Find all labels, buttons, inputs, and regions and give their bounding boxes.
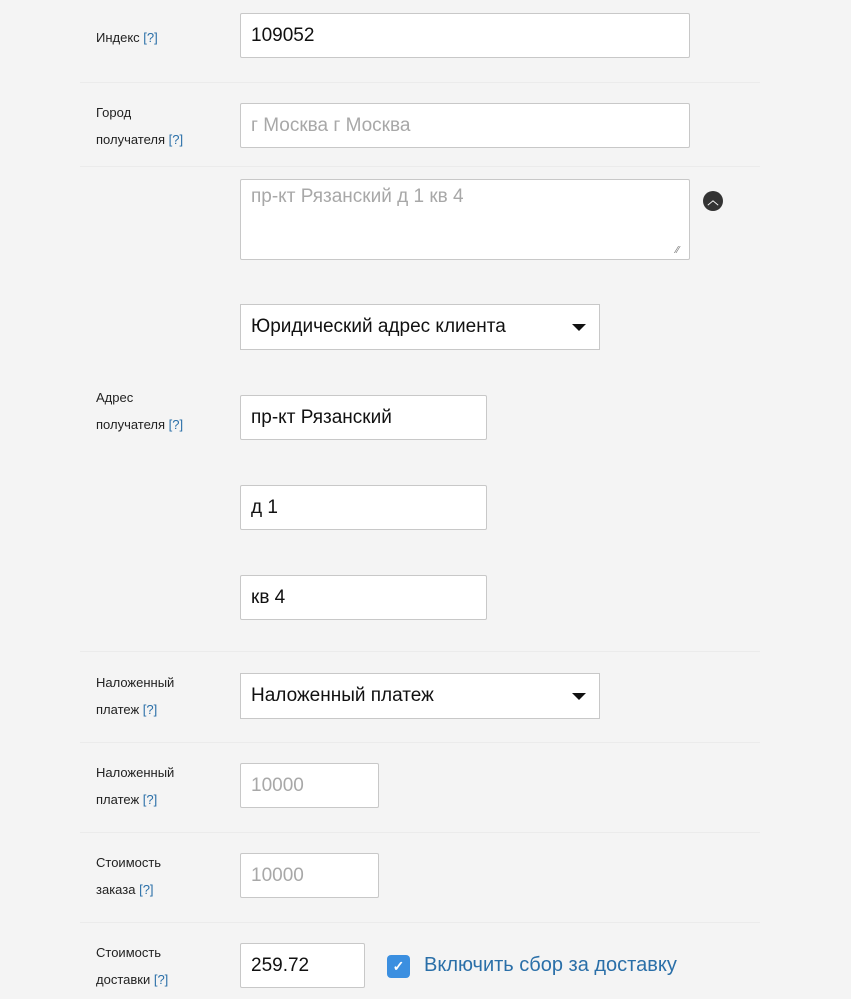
street-input[interactable]: пр-кт Рязанский: [240, 395, 487, 440]
address-type-select[interactable]: [240, 304, 600, 350]
delivery-cost-label: [96, 939, 168, 993]
chevron-down-icon: [572, 324, 586, 331]
cod-type-label-line2: платеж: [96, 702, 140, 717]
checkmark-icon: ✓: [392, 958, 405, 974]
divider: [80, 742, 760, 743]
divider: [80, 651, 760, 652]
order-cost-input[interactable]: 10000: [240, 853, 379, 898]
cod-type-help-link[interactable]: [?]: [142, 702, 158, 717]
chevron-down-icon: [572, 693, 586, 700]
cod-amount-label: [96, 759, 174, 813]
divider: [80, 922, 760, 923]
cod-type-select[interactable]: [240, 673, 600, 719]
divider: [80, 166, 760, 167]
city-label-line1: Город: [96, 105, 132, 120]
cod-type-value: Наложенный платеж: [251, 685, 434, 706]
index-label-text: Индекс: [96, 30, 140, 45]
address-label-line1: Адрес: [96, 390, 134, 405]
include-delivery-fee-checkbox[interactable]: [387, 955, 410, 978]
collapse-up-icon[interactable]: ︿: [703, 191, 723, 211]
address-label-line2: получателя: [96, 417, 166, 432]
delivery-cost-label-line2: доставки: [96, 972, 151, 987]
cod-amount-help-link[interactable]: [?]: [142, 792, 158, 807]
resize-handle-icon[interactable]: ⁄⁄: [676, 245, 680, 256]
city-label: [96, 99, 183, 153]
order-cost-label: [96, 849, 161, 903]
delivery-cost-input[interactable]: 259.72: [240, 943, 365, 988]
cod-amount-input[interactable]: 10000: [240, 763, 379, 808]
address-help-link[interactable]: [?]: [168, 417, 184, 432]
order-cost-help-link[interactable]: [?]: [139, 882, 154, 897]
order-cost-label-line2: заказа: [96, 882, 136, 897]
full-address-textarea[interactable]: пр-кт Рязанский д 1 кв 4: [240, 179, 690, 260]
city-help-link[interactable]: [?]: [168, 132, 184, 147]
city-input[interactable]: г Москва г Москва: [240, 103, 690, 148]
index-input[interactable]: 109052: [240, 13, 690, 58]
delivery-cost-label-line1: Стоимость: [96, 945, 162, 960]
cod-amount-label-line2: платеж: [96, 792, 140, 807]
cod-type-label: [96, 669, 174, 723]
cod-type-label-line1: Наложенный: [96, 675, 175, 690]
divider: [80, 832, 760, 833]
delivery-cost-help-link[interactable]: [?]: [153, 972, 169, 987]
index-help-link[interactable]: [?]: [143, 30, 158, 45]
house-input[interactable]: д 1: [240, 485, 487, 530]
index-label: [96, 24, 158, 51]
cod-amount-label-line1: Наложенный: [96, 765, 175, 780]
address-label: [96, 384, 183, 438]
include-delivery-fee-label[interactable]: Включить сбор за доставку: [424, 954, 677, 976]
flat-input[interactable]: кв 4: [240, 575, 487, 620]
city-label-line2: получателя: [96, 132, 166, 147]
address-type-value: Юридический адрес клиента: [251, 316, 506, 337]
order-cost-label-line1: Стоимость: [96, 855, 162, 870]
divider: [80, 82, 760, 83]
